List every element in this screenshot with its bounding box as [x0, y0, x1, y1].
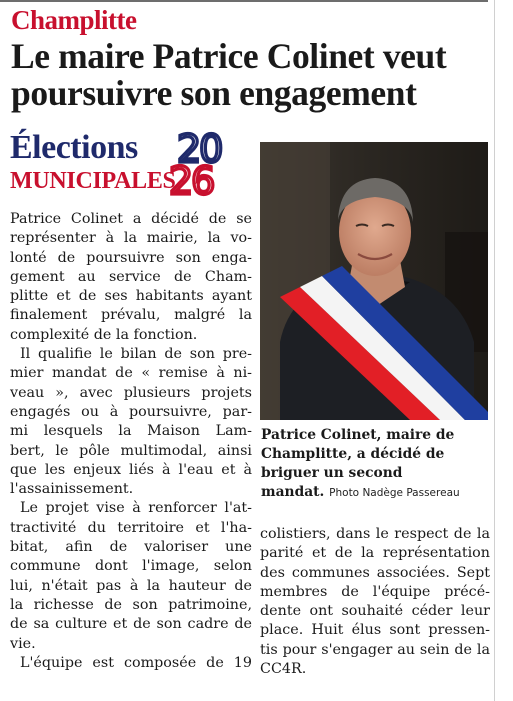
body-line: de sa culture et de son cadre de: [10, 616, 252, 633]
body-column-1: [10, 210, 252, 673]
body-line: l'assainissement.: [10, 481, 134, 498]
headline: [11, 38, 501, 112]
body-line: que les enjeux liés à l'eau et à: [10, 461, 252, 478]
body-line: dente ont souhaité céder leur: [260, 603, 490, 620]
body-line: tis pour s'engager au sein de la: [260, 641, 490, 658]
body-line: CC4R.: [260, 661, 307, 678]
headline-line-1: Le maire Patrice Colinet veut: [11, 36, 447, 76]
body-line: commune dont l'image, selon: [10, 558, 252, 575]
logo-elections-text: Élections: [10, 129, 138, 166]
body-line: bert, le pôle multimodal, ainsi: [10, 442, 252, 459]
body-line: colistiers, dans le respect de la: [260, 526, 490, 542]
body-line: finalement prévalu, malgré la: [10, 307, 252, 324]
headline-line-2: poursuivre son engagement: [11, 73, 417, 113]
caption-line: mandat.: [261, 484, 325, 500]
mayor-photo: [260, 142, 488, 420]
body-line: engagés ou à poursuivre, par-: [10, 403, 252, 420]
logo-year-2026: [165, 130, 250, 198]
logo-year-top: 20: [177, 130, 222, 171]
body-line: bitat, afin de valoriser une: [10, 539, 252, 556]
body-line: gement au service de Cham-: [10, 268, 252, 285]
body-line: représenter à la mairie, la vo-: [10, 230, 252, 247]
caption-line: Champlitte, a décidé de: [261, 446, 445, 462]
top-rule: [0, 0, 488, 2]
body-line: tractivité du territoire et l'ha-: [10, 519, 252, 536]
body-line: complexité de la fonction.: [10, 326, 198, 343]
body-line: la richesse de son patrimoine,: [10, 596, 252, 613]
body-line: lui, n'était pas à la hauteur de: [10, 577, 252, 594]
caption-line: briguer un second: [261, 465, 403, 481]
body-line: parité et de la représentation: [260, 545, 490, 562]
photo-credit: Photo Nadège Passereau: [329, 487, 460, 499]
photo-caption: [261, 426, 491, 503]
body-line: Il qualifie le bilan de son pre-: [20, 346, 252, 363]
elections-logo: [10, 130, 250, 200]
body-line: Le projet vise à renforcer l'at-: [20, 500, 252, 517]
body-line: plitte et de ses habitants ayant: [10, 288, 252, 305]
body-column-2: [260, 525, 490, 679]
body-line: des communes associées. Sept: [260, 564, 490, 581]
body-line: mier mandat de « remise à ni-: [10, 365, 252, 382]
logo-year-bottom: 26: [169, 159, 214, 198]
section-kicker: Champlitte: [11, 5, 137, 35]
body-line: place. Huit élus sont pressen-: [260, 622, 490, 639]
caption-line: Patrice Colinet, maire de: [261, 427, 455, 443]
body-line: membres de l'équipe précé-: [260, 583, 490, 600]
column-rule: [494, 0, 495, 701]
logo-municipales-text: MUNICIPALES: [10, 168, 176, 194]
body-line: Patrice Colinet a décidé de se: [10, 211, 252, 227]
body-line: L'équipe est composée de 19: [20, 654, 252, 671]
body-line: lonté de poursuivre son enga-: [10, 249, 252, 266]
body-line: vie.: [10, 635, 36, 652]
body-line: veau », avec plusieurs projets: [10, 384, 252, 401]
body-line: mi lesquels la Maison Lam-: [10, 423, 252, 440]
